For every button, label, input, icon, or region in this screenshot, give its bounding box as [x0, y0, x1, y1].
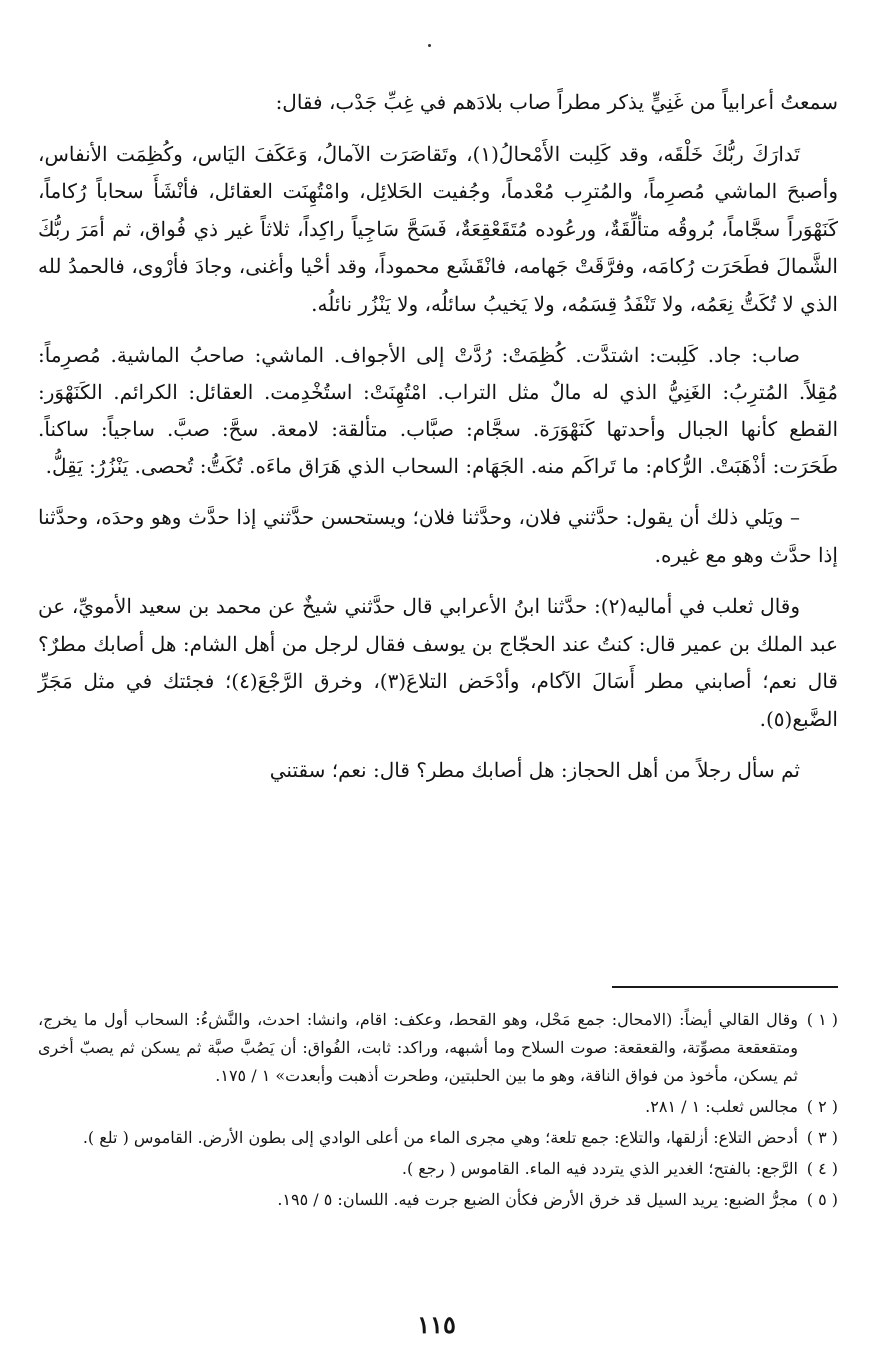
footnote-number: ( ٥ )	[806, 1190, 838, 1209]
footnote-number: ( ٤ )	[806, 1159, 838, 1178]
paragraph-haddathana: – ويَلي ذلك أن يقول: حدَّثني فلان، وحدَّثنا فلان؛ ويستحسن حدَّثني إذا حدَّث وهو وحدَه، وحدَّثنا إذا حدَّث وهو مع غيره.	[38, 505, 838, 567]
footnote-number: ( ٣ )	[806, 1128, 838, 1147]
footnote-number: ( ٢ )	[806, 1097, 838, 1116]
footnote-text: الرَّجع: بالفتح؛ الغدير الذي يتردد فيه الماء. القاموس ( رجع ).	[401, 1159, 798, 1178]
footnote	[38, 1093, 838, 1121]
footnote	[38, 1006, 838, 1090]
paragraph-hijaz: ثم سأل رجلاً من أهل الحجاز: هل أصابك مطر؟ قال: نعم؛ سقتني	[269, 758, 800, 782]
paragraph-glossary: صاب: جاد. كَلِبت: اشتدَّت. كُظِمَتْ: رُدَّتْ إلى الأجواف. الماشي: صاحبُ الماشية. مُصرِماً: مُقِلاً. المُترِبُ: الغَنِيُّ الذي له مالٌ مثل التراب. امْتُهِنَتْ: استُخْدِمت. العقائل: الكرائم. الكَنَهْوَر: القطع كأنها الجبال وأحدتها كَنَهْوَرَة. سجَّام: صبَّاب. متألقة: لامعة. سحَّ: صبَّ. ساجياً: ساكناً. طَحَرَت: أذْهَبَتْ. الرُّكام: ما تَراكَم منه. الجَهَام: السحاب الذي هَرَاق ماءَه. تُكَتُّ: تُحصى. يَنْزُرُ: يَقِلُّ.	[38, 343, 838, 478]
footnote-text: مجرُّ الضبع: يريد السيل قد خرق الأرض فكأن الضبع جرت فيه. اللسان: ٥ / ١٩٥.	[277, 1190, 798, 1209]
page-number: ١١٥	[417, 1310, 456, 1339]
paragraph-intro: سمعتُ أعرابياً من غَنِيٍّ يذكر مطراً صاب بلادَهم في غِبِّ جَدْب، فقال:	[275, 90, 838, 114]
main-text	[38, 84, 838, 790]
footnote	[38, 1186, 838, 1214]
paragraph-bedouin-speech: تَدارَكَ ربُّكَ خَلْقَه، وقد كَلِبت الأَمْحالُ(١)، وتَقاصَرَت الآمالُ، وَعَكَفَ اليَاس، وكُظِمَت الأنفاس، وأصبحَ الماشي مُصرِماً، والمُترِب مُعْدماً، وجُفيت الحَلائِل، وامْتُهِنَت العقائل، فأنْشَأَ سحاباً رُكاماً، كَنَهْوَراً سجَّاماً، بُروقُه متألِّقَةٌ، ورعُوده مُتَقَعْقِعَةٌ، فَسَحَّ سَاجِياً راكِداً، ثلاثاً غير ذي فُواق، ثم أمَرَ ربُّكَ الشَّمالَ فطَحَرَت رُكامَه، وفرَّقَتْ جَهامه، فانْقَشَع محموداً، وقد أحْيا وأغنى، وجادَ فأرْوى، فالحمدُ لله الذي لا تُكَتُّ نِعَمُه، ولا تَنْفَدُ قِسَمُه، ولا يَخيبُ سائلُه، ولا يَنْزُر نائلُه.	[38, 141, 838, 316]
footnote-text: وقال القالي أيضاً: (الامحال: جمع مَحْل، وهو القحط، وعكف: اقام، وانشا: احدث، والنَّشءُ: السحاب أول ما يخرج، ومتقعقعة مصوِّتة، والقعقعة: صوت السلاح وما أشبهه، وراكد: ثابت، الفُواق: أن يَصُبَّ صبَّة ثم يسكن ثم يصبّ أخرى ثم يسكن، مأخوذ من فواق الناقة، وهو ما بين الحلبتين، وطحرت أذهبت وأبعدت» ١ / ١٧٥.	[38, 1010, 798, 1085]
footnote	[38, 1124, 838, 1152]
paragraph-thalab: وقال ثعلب في أماليه(٢): حدَّثنا ابنُ الأعرابي قال حدَّثني شيخٌ عن محمد بن سعيد الأمويِّ، عن عبد الملك بن عمير قال: كنتُ عند الحجّاج بن يوسف فقال لرجل من أهل الشام: هل أصابك مطرٌ؟ قال نعم؛ أصابني مطر أَسَالَ الآكام، وأدْحَض التلاعَ(٣)، وخرق الرَّجْعَ(٤)؛ فجئتك في مثل مَجَرِّ الضَّبع(٥).	[38, 594, 838, 731]
footnote-text: أدحض التلاع: أزلقها، والتلاع: جمع تلعة؛ وهي مجرى الماء من أعلى الوادي إلى بطون الأرض. القاموس ( تلع ).	[82, 1128, 798, 1147]
footnote-divider	[612, 986, 838, 988]
footnote-text: مجالس ثعلب: ١ / ٢٨١.	[645, 1097, 798, 1116]
page-mark	[428, 44, 431, 47]
footnote	[38, 1155, 838, 1183]
footnotes	[38, 1006, 838, 1217]
footnote-number: ( ١ )	[806, 1010, 838, 1029]
